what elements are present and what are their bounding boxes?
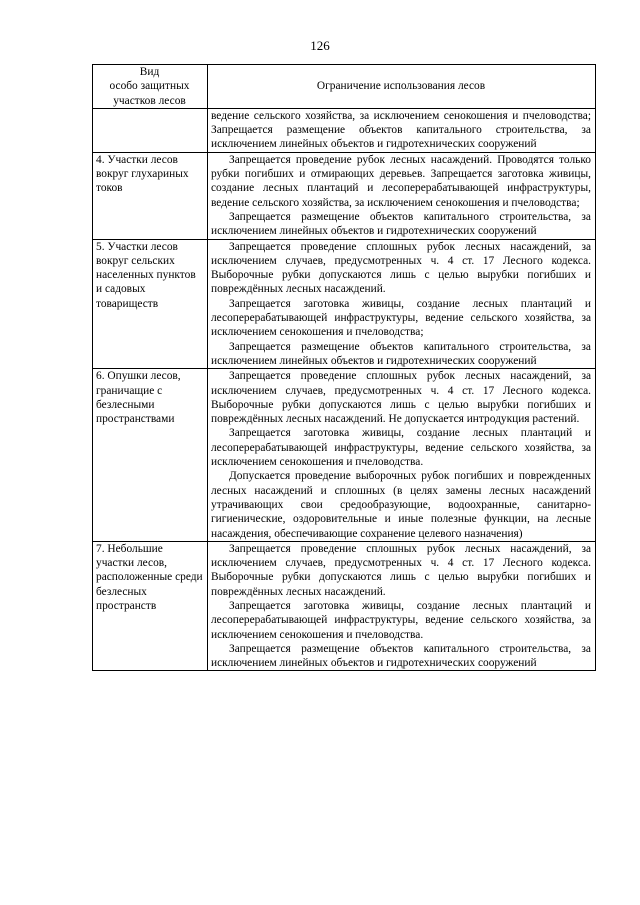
restriction-paragraph: Запрещается заготовка живицы, создание лесных плантаций и лесоперерабатывающей инфраструктуры, ведение сельского хозяйства, за исключением сенокошения и пчеловодства. (211, 427, 591, 469)
restriction-cell (208, 152, 596, 239)
page-number: 126 (310, 38, 330, 53)
site-type-cell: 7. Небольшие участки лесов, расположенные среди безлесных пространств (93, 541, 208, 671)
table-row (93, 369, 596, 542)
table-body (93, 108, 596, 671)
header-site-type (93, 65, 208, 109)
restriction-paragraph: Запрещается размещение объектов капитального строительства, за исключением линейных объектов и гидротехнических сооружений (211, 340, 591, 367)
header-restriction: Ограничение использования лесов (208, 65, 596, 109)
restriction-paragraph: Запрещается проведение рубок лесных насаждений. Проводятся только рубки погибших и отмирающих деревьев. Запрещается заготовка живицы, создание лесных плантаций и лесоперерабатывающей инфраструктуры, ведение сельского хозяйства, за исключением сенокошения и пчеловодства; (211, 153, 591, 209)
restriction-paragraph: Запрещается проведение сплошных рубок лесных насаждений, за исключением случаев, предусмотренных ч. 4 ст. 17 Лесного кодекса. Выборочные рубки допускаются лишь с целью вырубки погибших и повреждённых лесных насаждений. (211, 542, 591, 598)
restriction-paragraph: ведение сельского хозяйства, за исключением сенокошения и пчеловодства; Запрещается размещение объектов капитального строительства, за исключением линейных объектов и гидротехнических сооружений (211, 109, 591, 151)
restriction-paragraph: Запрещается размещение объектов капитального строительства, за исключением линейных объектов и гидротехнических сооружений (211, 642, 591, 670)
restriction-cell (208, 369, 596, 542)
table-header-row (93, 65, 596, 109)
restriction-paragraph: Запрещается заготовка живицы, создание лесных плантаций и лесоперерабатывающей инфраструктуры, ведение сельского хозяйства, за исключением сенокошения и пчеловодства; (211, 297, 591, 339)
table-row (93, 108, 596, 152)
restriction-cell (208, 108, 596, 152)
restriction-cell (208, 541, 596, 671)
site-type-cell (93, 108, 208, 152)
restrictions-table (92, 64, 596, 671)
restriction-paragraph: Запрещается заготовка живицы, создание лесных плантаций и лесоперерабатывающей инфраструктуры, ведение сельского хозяйства, за исключением сенокошения и пчеловодства. (211, 599, 591, 641)
site-type-cell: 4. Участки лесов вокруг глухариных токов (93, 152, 208, 239)
header-site-type-text: Вид особо защитных участков лесов (109, 66, 190, 107)
restriction-cell (208, 239, 596, 369)
table-row (93, 239, 596, 369)
restriction-paragraph: Запрещается размещение объектов капитального строительства, за исключением линейных объектов и гидротехнических сооружений (211, 210, 591, 238)
restriction-paragraph: Запрещается проведение сплошных рубок лесных насаждений, за исключением случаев, предусмотренных ч. 4 ст. 17 Лесного кодекса. Выборочные рубки допускаются лишь с целью вырубки погибших и повреждённых лесных насаждений. Не допускается интродукция растений. (211, 370, 591, 426)
table-row (93, 152, 596, 239)
site-type-cell: 6. Опушки лесов, граничащие с безлесными пространствами (93, 369, 208, 542)
site-type-cell: 5. Участки лесов вокруг сельских населенных пунктов и садовых товариществ (93, 239, 208, 369)
restriction-paragraph: Запрещается проведение сплошных рубок лесных насаждений, за исключением случаев, предусмотренных ч. 4 ст. 17 Лесного кодекса. Выборочные рубки допускаются лишь с целью вырубки погибших и повреждённых лесных насаждений. (211, 240, 591, 296)
restriction-paragraph: Допускается проведение выборочных рубок погибших и поврежденных лесных насаждений и сплошных (в целях замены лесных насаждений утрачивающих свои средообразующие, водоохранные, санитарно-гигиенические, оздоровительные и иные полезные функции, на лесные насаждения, обеспечивающие сохранение целевого назначения) (211, 470, 591, 540)
table-row (93, 541, 596, 671)
